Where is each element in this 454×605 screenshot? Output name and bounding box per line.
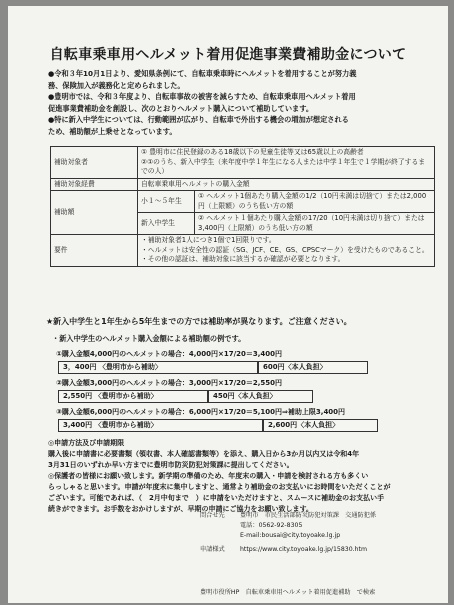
apply-line: 3月31日のいずれか早い方までに豊明市防災防犯対策課に提出してください。 [48, 461, 294, 469]
req-cell [138, 235, 435, 267]
target-label: 補助対象者 [51, 147, 138, 179]
target-1: ① 豊明市に住民登録のある18歳以下の児童生徒等又は65歳以上の高齢者 [141, 148, 364, 156]
grade-label: 小１～５年生 [138, 191, 195, 213]
example-head: ①購入金額4,000円のヘルメットの場合：4,000円×17/20＝3,400円 [56, 350, 283, 358]
intro-line: 務、保険加入が義務化と定められました。 [48, 80, 185, 90]
example-head: ③購入金額6,000円のヘルメットの場合：6,000円×17/20＝5,100円⇒補助上限3,400円 [56, 408, 346, 416]
example-subsidy-box: 3,400円 〈豊明市から補助〉 [58, 419, 263, 432]
amount-label: 補助額 [51, 191, 138, 235]
apply-line: 続きができます。お手数をおかけしますが、早期の申請にご協力をお願い致します。 [48, 505, 313, 513]
cost-label: 補助対象経費 [51, 178, 138, 191]
example-burden-box: 450円〈本人負担〉 [208, 390, 313, 403]
apply-line: らっしゃると思います。申請が年度末に集中しますと、通常より補助金のお支払いにお時間をいただくことが [48, 483, 391, 491]
page-title: 自転車乗車用ヘルメット着用促進事業費補助金について [49, 47, 407, 63]
grade-value: ① ヘルメット1個あたり購入金額の1/2（10円未満は切捨て）または2,000円（上限額）のうち低い方の額 [195, 191, 435, 213]
footer-text: 豊明市役所HP 自転車乗車用ヘルメット着用促進補助 で検索 [200, 589, 376, 596]
intro-line: ●令和３年10月1日より、愛知県条例にて、自転車乗車時にヘルメットを着用することが努力義 [48, 69, 357, 78]
subsidy-table [50, 146, 435, 267]
req-2: ・ヘルメットは安全性の認証（SG、JCF、CE、GS、CPSCマーク）を受けたものであること。 [141, 245, 429, 254]
example-subsidy-box: 2,550円 〈豊明市から補助〉 [58, 390, 208, 403]
document-page [8, 6, 448, 603]
phone-number: 0562-92-8305 [258, 522, 303, 529]
req-1: ・補助対象者1人につき1個で1回限りです。 [141, 236, 276, 244]
examples-title: ・新入中学生のヘルメット購入金額による補助額の例です。 [52, 334, 246, 343]
target-cell [138, 147, 435, 179]
example-subsidy-box: 3，400円 〈豊明市から補助〉 [58, 361, 258, 374]
apply-line: 購入後に申請書に必要書類（領収書、本人確認書類等）を添え、購入日から3か月以内又は令和4年 [48, 450, 360, 458]
apply-line: ございます。可能であれば、（ 2月中旬まで ）に申請をいただけますと、スムースに補助金のお支払い手 [48, 494, 385, 502]
notice-text: ★新入中学生と1年生から5年生までの方では補助率が異なります。ご注意ください。 [46, 317, 352, 326]
apply-line: ◎申請方法及び申請期限 [48, 439, 125, 447]
middle-label: 新入中学生 [138, 213, 195, 235]
contact-org: 豊明市 市民生活部防災防犯対策課 交通防犯係 [240, 512, 377, 519]
contact-block [200, 511, 440, 555]
intro-line: ため、補助額が上乗せとなっています。 [48, 126, 177, 136]
example-head: ②購入金額3,000円のヘルメットの場合：3,000円×17/20＝2,550円 [56, 379, 283, 387]
phone-label: 電話： [240, 522, 259, 529]
intro-line: ●特に新入中学生については、行動範囲が広がり、自転車で外出する機会の増加が想定される [48, 115, 349, 124]
form-label: 申請様式 [200, 546, 225, 553]
intro-paragraph [48, 68, 438, 137]
cost-value: 自転車乗車用ヘルメットの購入金額 [138, 178, 435, 191]
contact-email: E-mail:bousai@city.toyoake.lg.jp [240, 532, 341, 539]
application-section [48, 438, 440, 515]
req-3: ・その他の認証は、補助対象に該当するか確認が必要となります。 [141, 255, 345, 263]
contact-label: 問合せ先 [200, 512, 225, 519]
intro-line: 促進事業費補助金を創設し、次のとおりヘルメット購入について補助しています。 [48, 103, 314, 113]
middle-value: ② ヘルメット１個あたり購入金額の17/20（10円未満は切り捨て）または3,400円（上限額）のうち低い方の額 [195, 213, 435, 235]
req-label: 要件 [51, 235, 138, 267]
target-2: ②①のうち、新入中学生（来年度中学１年生になる人または中学１年生で１学期が終了するまでの人） [141, 157, 426, 175]
intro-line: ●豊明市では、令和３年度より、自転車事故の被害を減らすため、自転車乗車用ヘルメット着用 [48, 92, 356, 101]
apply-line: ◎保護者の皆様にお願い致します。新学期の準備のため、年度末の購入・申請を検討される方も多くい [48, 472, 369, 480]
example-burden-box: 2,600円〈本人負担〉 [263, 419, 378, 432]
example-burden-box: 600円〈本人負担〉 [258, 361, 368, 374]
form-url: https://www.city.toyoake.lg.jp/15830.htm [240, 546, 368, 553]
